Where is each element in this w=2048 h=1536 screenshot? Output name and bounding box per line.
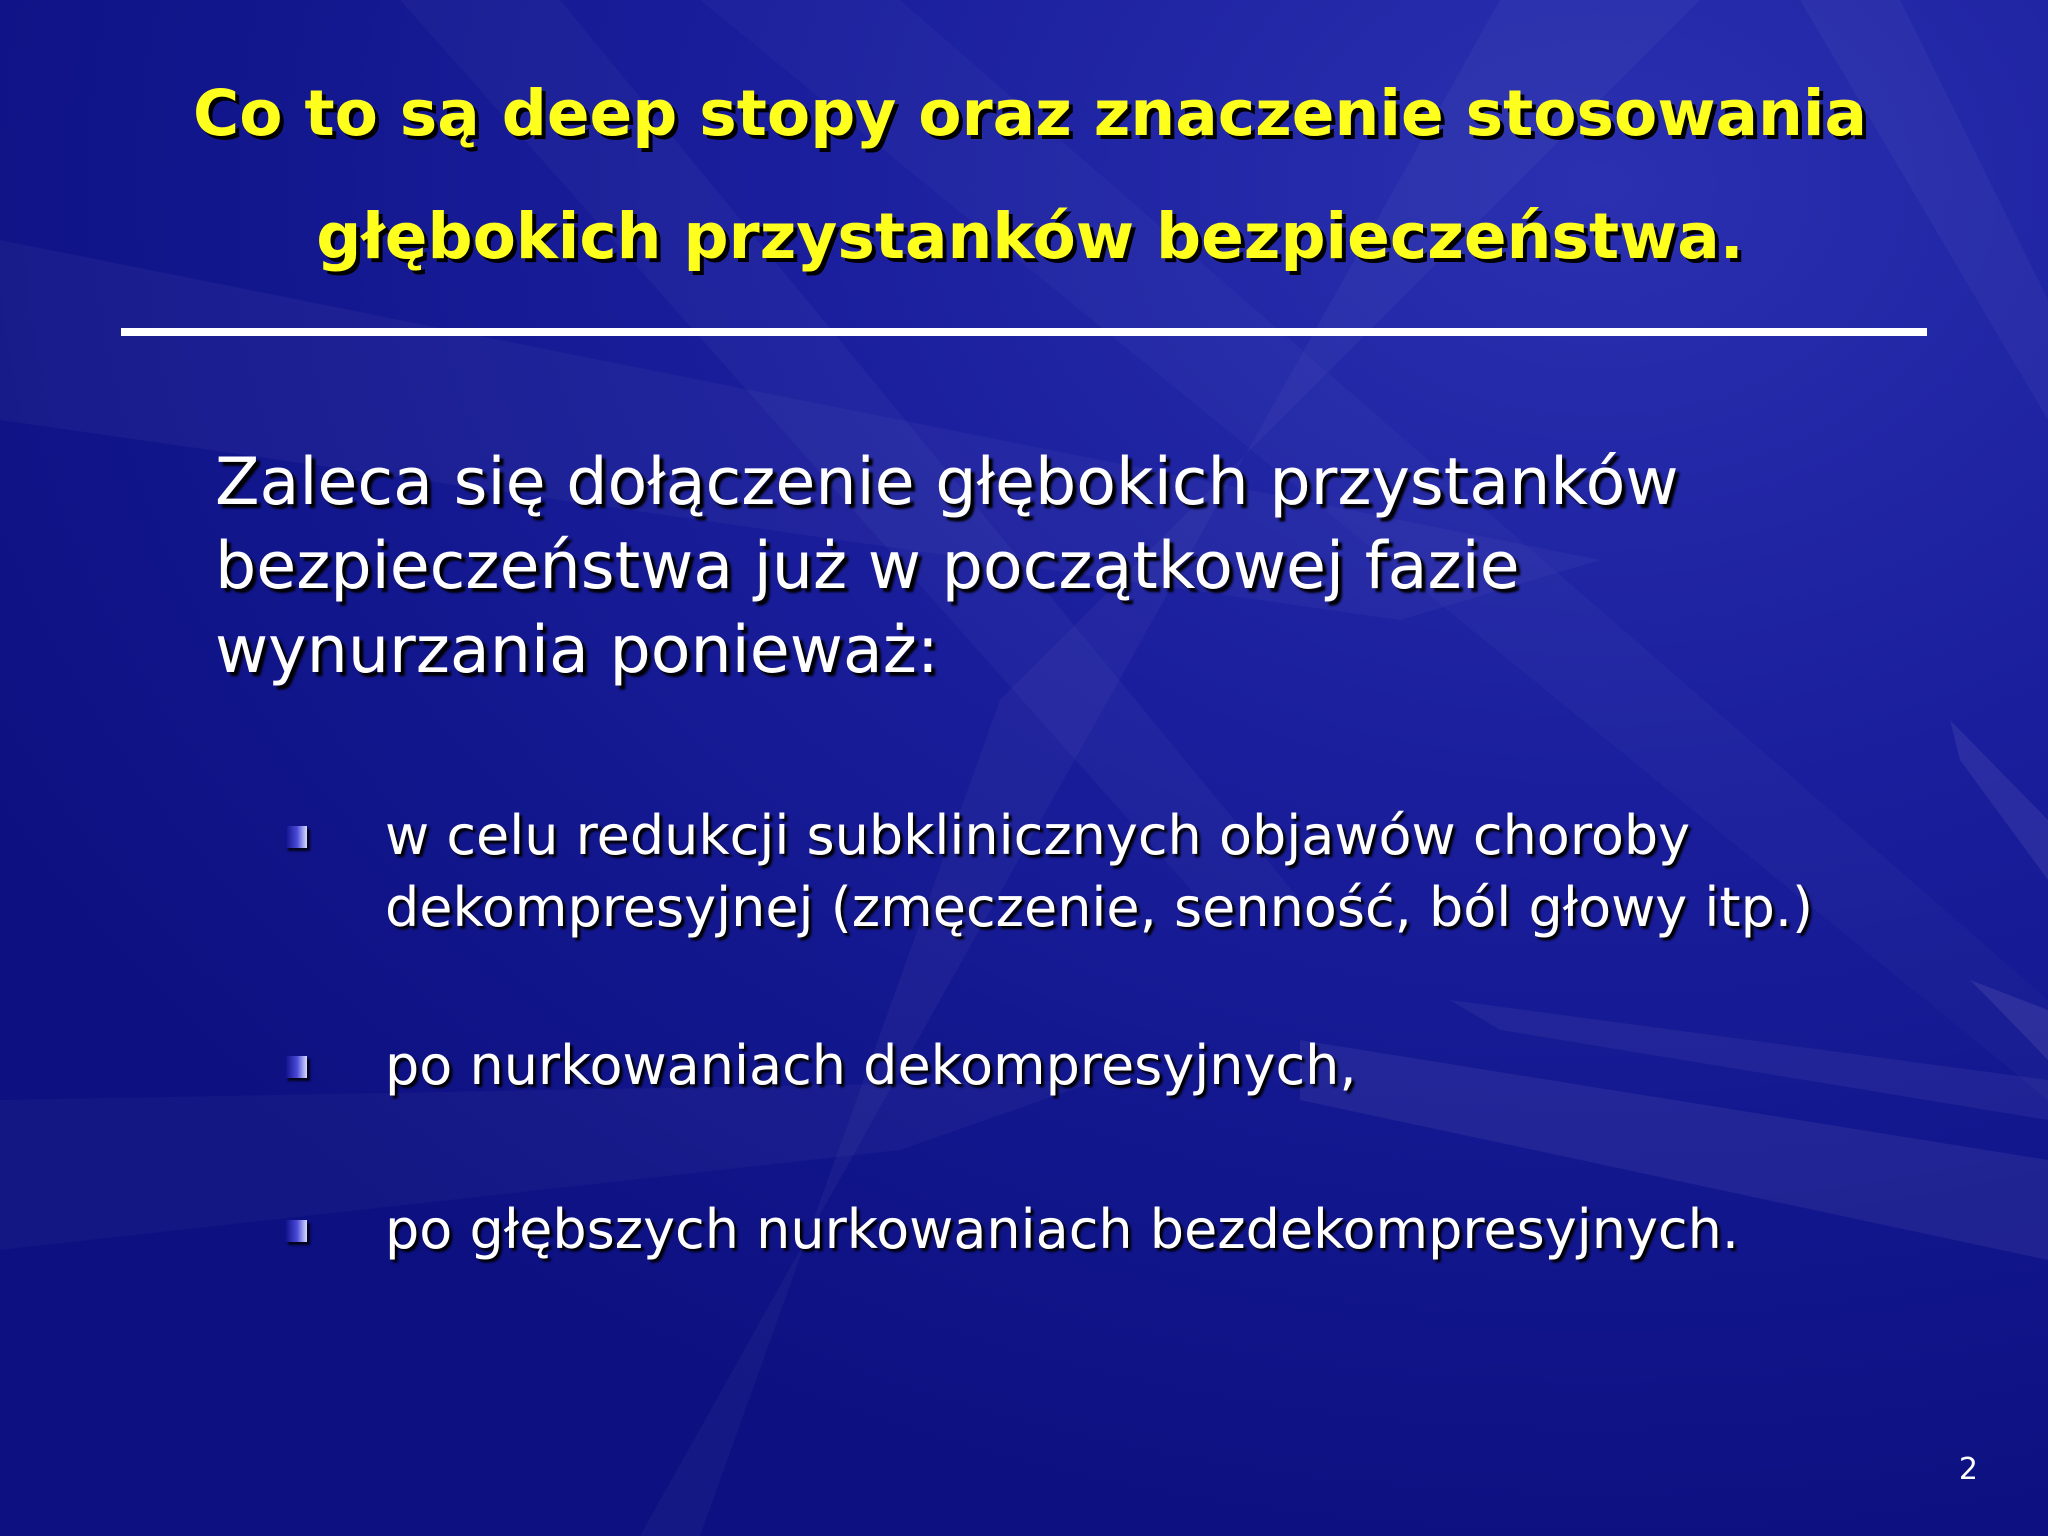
bullet-text-line: w celu redukcji subklinicznych objawów choroby — [385, 804, 1691, 867]
square-bullet-icon — [285, 826, 307, 848]
bullet-text-line: po nurkowaniach dekompresyjnych, — [385, 1034, 1357, 1097]
slide-title-line-1: Co to są deep stopy oraz znaczenie stosowania — [193, 77, 1867, 150]
title-divider — [121, 328, 1927, 336]
square-bullet-icon — [285, 1056, 307, 1078]
intro-line-1: Zaleca się dołączenie głębokich przystanków — [215, 445, 1679, 520]
bullet-text-line: dekompresyjnej (zmęczenie, senność, ból głowy itp.) — [385, 876, 1814, 939]
intro-line-3: wynurzania ponieważ: — [215, 613, 939, 688]
page-number: 2 — [1958, 1452, 1978, 1487]
square-bullet-icon — [285, 1220, 307, 1242]
slide-title-line-2: głębokich przystanków bezpieczeństwa. — [316, 200, 1744, 273]
bullet-text — [385, 1194, 1739, 1266]
intro-line-2: bezpieczeństwa już w początkowej fazie — [215, 529, 1520, 604]
intro-paragraph — [215, 441, 1915, 693]
slide-title — [60, 52, 2000, 298]
bullet-text — [385, 1030, 1357, 1102]
bullet-text-line: po głębszych nurkowaniach bezdekompresyjnych. — [385, 1198, 1740, 1261]
bullet-text — [385, 800, 1813, 944]
